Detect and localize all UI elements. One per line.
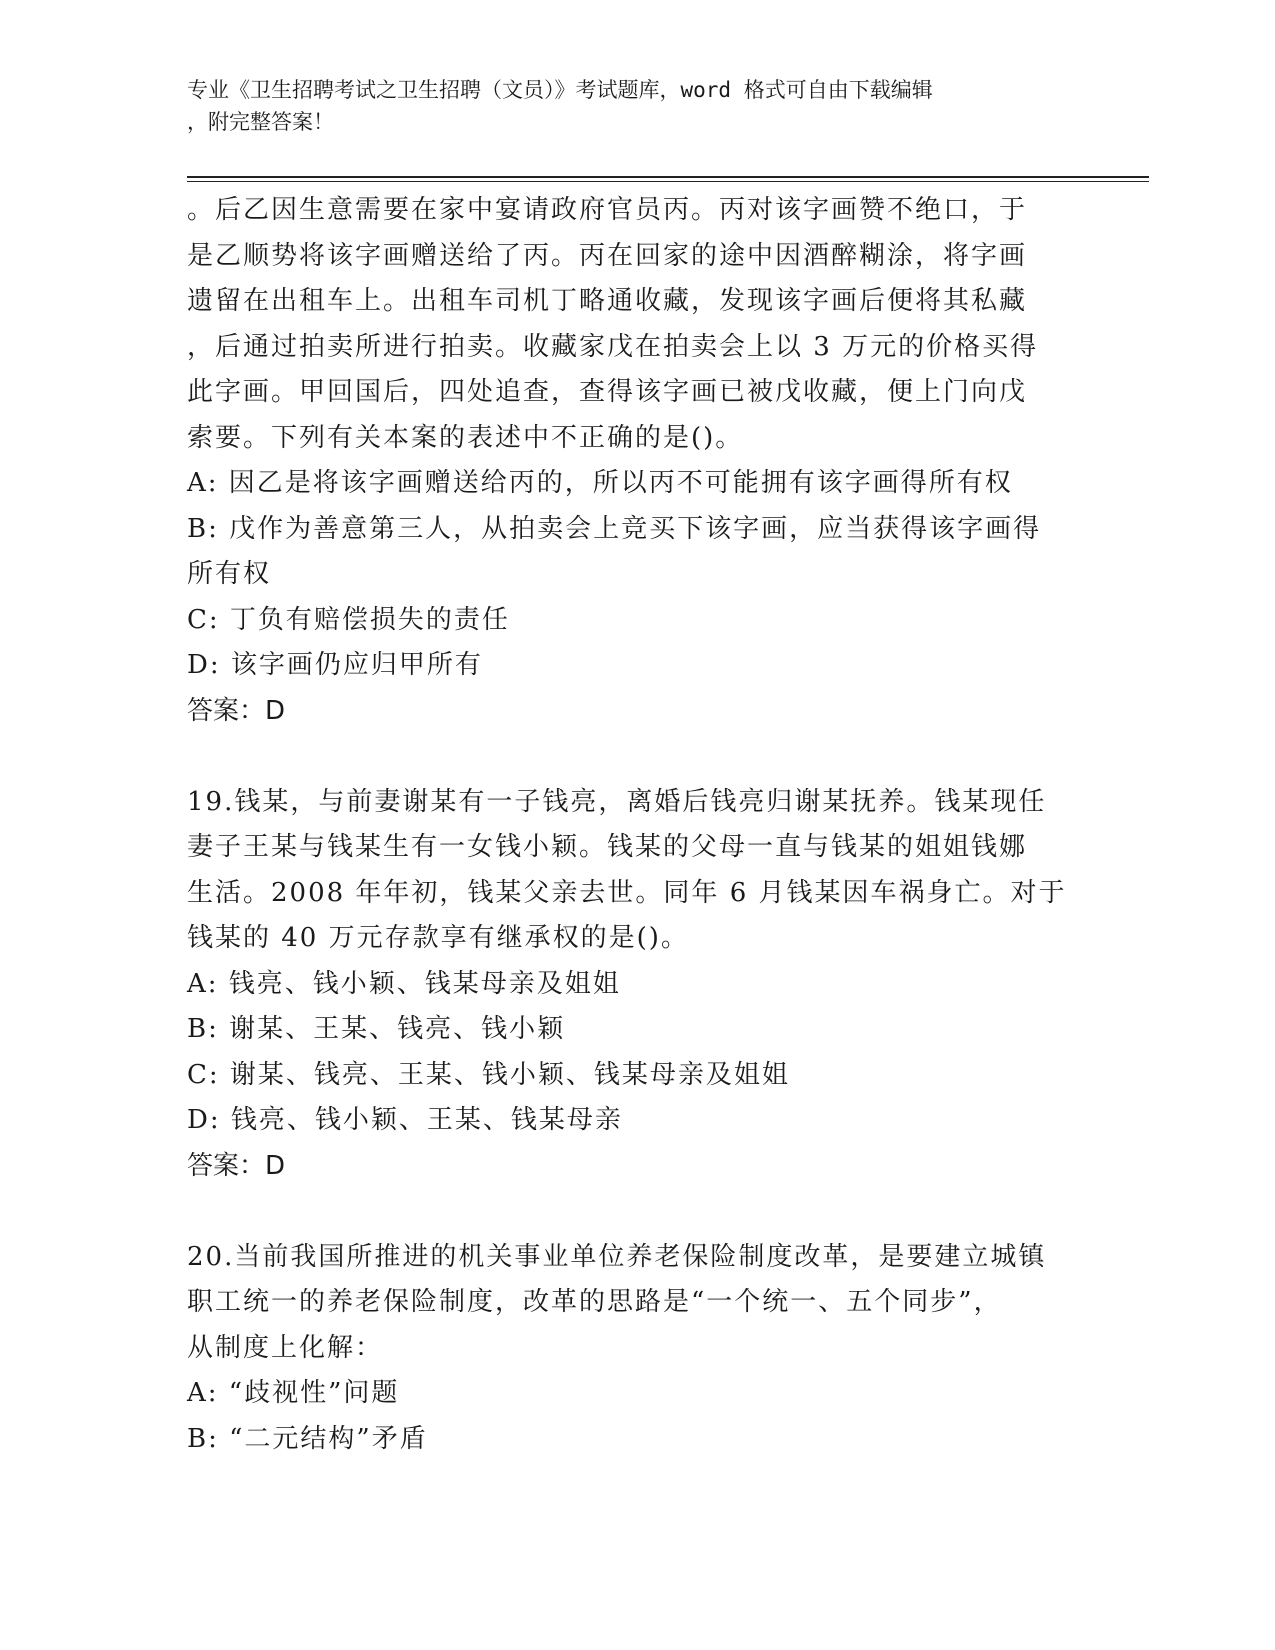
- question-spacer: [187, 734, 1087, 780]
- question-19: [187, 780, 1087, 1190]
- option-d: D: 该字画仍应归甲所有: [187, 650, 483, 680]
- question-stem-line: 19.钱某，与前妻谢某有一子钱亮，离婚后钱亮归谢某抚养。钱某现任: [187, 786, 1047, 817]
- option-c: C: 丁负有赔偿损失的责任: [187, 604, 510, 635]
- question-stem-line: 钱某的 40 万元存款享有继承权的是()。: [187, 923, 689, 953]
- header-line-1: 专业《卫生招聘考试之卫生招聘（文员）》考试题库，word 格式可自由下载编辑: [187, 78, 933, 102]
- document-body: [187, 188, 1087, 1462]
- option-b-continued: 所有权: [187, 559, 272, 589]
- option-d: D: 钱亮、钱小颖、王某、钱某母亲: [187, 1105, 623, 1135]
- question-stem-line: 妻子王某与钱某生有一女钱小颖。钱某的父母一直与钱某的姐姐钱娜: [187, 832, 1028, 862]
- answer-label: 答案：D: [187, 1150, 286, 1181]
- question-stem-line: 此字画。甲回国后，四处追查，查得该字画已被戊收藏，便上门向戊: [187, 377, 1028, 407]
- option-a: A: 因乙是将该字画赠送给丙的，所以丙不可能拥有该字画得所有权: [187, 468, 1013, 498]
- question-stem-line: 是乙顺势将该字画赠送给了丙。丙在回家的途中因酒醉糊涂，将字画: [187, 240, 1028, 271]
- question-stem-line: 生活。2008 年年初，钱某父亲去世。同年 6 月钱某因车祸身亡。对于: [187, 877, 1067, 908]
- question-stem-line: 职工统一的养老保险制度，改革的思路是“一个统一、五个同步”，: [187, 1287, 1002, 1317]
- option-b: B: “二元结构”矛盾: [187, 1423, 428, 1454]
- question-stem-line: 遗留在出租车上。出租车司机丁略通收藏，发现该字画后便将其私藏: [187, 286, 1028, 316]
- question-spacer: [187, 1189, 1087, 1235]
- page-header: [187, 74, 1067, 138]
- question-stem-line: 从制度上化解：: [187, 1332, 384, 1363]
- option-a: A: “歧视性”问题: [187, 1378, 400, 1408]
- header-rule-thick: [187, 176, 1149, 178]
- question-20: [187, 1235, 1087, 1463]
- header-rule-thin: [187, 181, 1149, 182]
- question-18: [187, 188, 1087, 734]
- header-line-2: ，附完整答案！: [187, 110, 334, 134]
- question-stem-line: 。后乙因生意需要在家中宴请政府官员丙。丙对该字画赞不绝口，于: [187, 195, 1028, 225]
- answer-label: 答案：D: [187, 695, 286, 726]
- question-stem-line: 索要。下列有关本案的表述中不正确的是()。: [187, 422, 744, 453]
- question-stem-line: ，后通过拍卖所进行拍卖。收藏家戊在拍卖会上以 3 万元的价格买得: [187, 331, 1039, 362]
- option-b: B: 戊作为善意第三人，从拍卖会上竞买下该字画，应当获得该字画得: [187, 513, 1042, 544]
- option-c: C: 谢某、钱亮、王某、钱小颖、钱某母亲及姐姐: [187, 1059, 790, 1090]
- question-stem-line: 20.当前我国所推进的机关事业单位养老保险制度改革，是要建立城镇: [187, 1241, 1047, 1272]
- option-a: A: 钱亮、钱小颖、钱某母亲及姐姐: [187, 968, 621, 999]
- option-b: B: 谢某、王某、钱亮、钱小颖: [187, 1014, 566, 1044]
